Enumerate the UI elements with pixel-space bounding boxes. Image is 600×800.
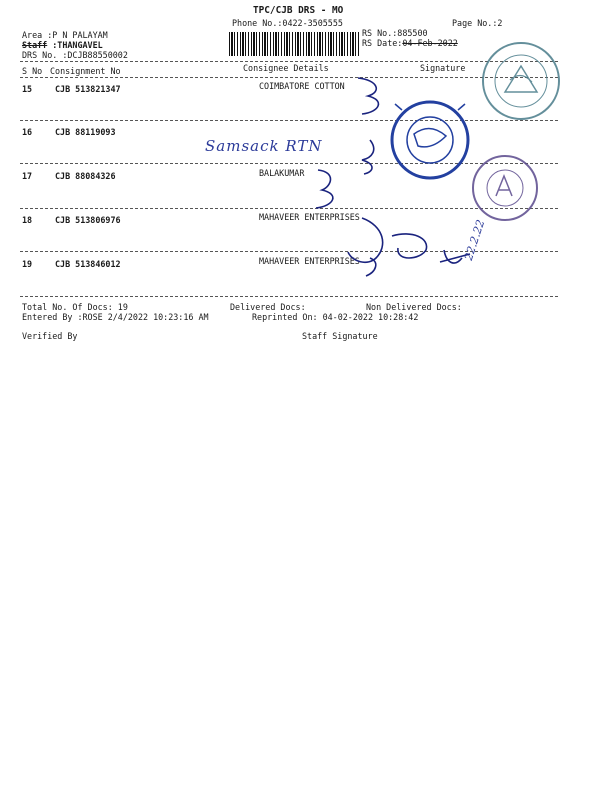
handwritten-date: 22.2.22 [462, 218, 488, 263]
signature-row17 [316, 170, 333, 208]
reprinted-on: Reprinted On: 04-02-2022 10:28:42 [252, 312, 419, 322]
total-docs: Total No. Of Docs: 19 [22, 302, 128, 312]
rs-number: RS No.:885500 [362, 28, 428, 38]
row-consignment: CJB 88084326 [55, 171, 116, 181]
handwritten-note: Samsack RTN [205, 137, 323, 155]
column-consignee: Consignee Details [243, 63, 329, 73]
signature-row19b [440, 250, 470, 263]
row-sno: 17 [22, 171, 33, 181]
row-consignee: COIMBATORE COTTON [259, 81, 345, 91]
page-number: Page No.:2 [452, 18, 503, 28]
row-consignee: MAHAVEER ENTERPRISES [259, 212, 360, 222]
document-title: TPC/CJB DRS - MO [253, 5, 344, 16]
entered-by: Entered By :ROSE 2/4/2022 10:23:16 AM [22, 312, 209, 322]
phone-number: Phone No.:0422-3505555 [232, 18, 343, 28]
corporation-stamp [392, 102, 468, 178]
delivered-docs: Delivered Docs: [230, 302, 306, 312]
row-sno: 19 [22, 259, 33, 269]
row-consignment: CJB 88119093 [55, 127, 116, 137]
verified-by: Verified By [22, 331, 78, 341]
rs-date-value: 04-Feb-2022 [402, 38, 458, 48]
column-signature: Signature [420, 63, 466, 73]
area-field: Area :P N PALAYAM [22, 30, 108, 40]
column-sno: S No [22, 66, 43, 76]
column-consignment: Consignment No [50, 66, 121, 76]
signature-row18b [392, 234, 427, 258]
signature-row18 [348, 218, 383, 262]
row-consignee: MAHAVEER ENTERPRISES [259, 256, 360, 266]
pharma-stamp [473, 156, 537, 220]
row-consignment: CJB 513821347 [55, 84, 121, 94]
non-delivered-docs: Non Delivered Docs: [366, 302, 462, 312]
signature-scribbles [316, 78, 470, 276]
row-sno: 18 [22, 215, 33, 225]
row-consignment: CJB 513846012 [55, 259, 121, 269]
signature-row16 [362, 140, 374, 174]
rs-date-label: RS Date: [362, 38, 403, 48]
drs-number: DRS No. :DCJB88550002 [22, 50, 128, 60]
row-sno: 15 [22, 84, 33, 94]
staff-name: :THANGAVEL [52, 40, 103, 50]
signature-row15 [358, 78, 378, 114]
row-sno: 16 [22, 127, 33, 137]
staff-label: Staff [22, 40, 48, 50]
company-stamp [483, 43, 559, 119]
row-consignee: BALAKUMAR [259, 168, 305, 178]
row-consignment: CJB 513806976 [55, 215, 121, 225]
staff-signature: Staff Signature [302, 331, 378, 341]
